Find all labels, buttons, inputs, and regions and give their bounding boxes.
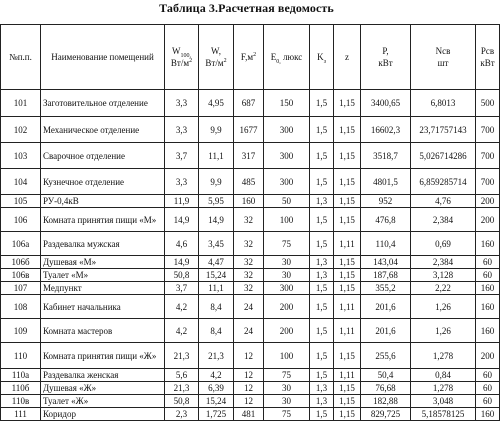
cell-ncv: 3,128 [411, 269, 476, 282]
cell-k: 1,3 [310, 256, 334, 269]
cell-z: 1,15 [334, 195, 361, 208]
cell-ncv: 0,84 [411, 369, 476, 382]
cell-f: 160 [234, 195, 264, 208]
cell-w100: 2,3 [165, 408, 199, 421]
table-row [1, 282, 500, 295]
cell-w100: 4,2 [165, 319, 199, 343]
cell-k: 1,5 [310, 143, 334, 169]
cell-w100: 50,8 [165, 269, 199, 282]
cell-w: 6,39 [199, 382, 234, 395]
cell-w100: 21,3 [165, 382, 199, 395]
cell-f: 12 [234, 369, 264, 382]
cell-ncv: 2,384 [411, 208, 476, 232]
table-row [1, 382, 500, 395]
table-row [1, 169, 500, 195]
cell-pcv: 700 [476, 117, 500, 143]
cell-z: 1,11 [334, 232, 361, 256]
cell-z: 1,11 [334, 295, 361, 319]
table-row [1, 319, 500, 343]
cell-f: 485 [234, 169, 264, 195]
cell-z: 1,15 [334, 256, 361, 269]
cell-p: 829,725 [361, 408, 411, 421]
cell-f: 24 [234, 295, 264, 319]
cell-name: РУ-0,4кВ [41, 195, 165, 208]
cell-num: 106а [1, 232, 41, 256]
cell-num: 102 [1, 117, 41, 143]
table-row [1, 232, 500, 256]
cell-f: 12 [234, 343, 264, 369]
cell-name: Комната принятия пищи «М» [41, 208, 165, 232]
cell-w: 14,9 [199, 208, 234, 232]
cell-z: 1,15 [334, 143, 361, 169]
table-row [1, 408, 500, 421]
cell-k: 1,3 [310, 195, 334, 208]
cell-pcv: 500 [476, 90, 500, 117]
cell-name: Медпункт [41, 282, 165, 295]
cell-z: 1,15 [334, 208, 361, 232]
cell-z: 1,15 [334, 408, 361, 421]
cell-p: 50,4 [361, 369, 411, 382]
document-title: Таблица 3.Расчетная ведомость [159, 1, 334, 15]
cell-e: 30 [264, 269, 310, 282]
cell-w: 4,95 [199, 90, 234, 117]
header-p: P, кВт [361, 25, 411, 90]
cell-e: 50 [264, 195, 310, 208]
cell-w: 5,95 [199, 195, 234, 208]
cell-ncv: 1,26 [411, 295, 476, 319]
cell-pcv: 160 [476, 232, 500, 256]
header-w100: $W_{100,}$ $Вт/м^2$ [165, 25, 199, 90]
cell-w100: 3,3 [165, 169, 199, 195]
table-row [1, 269, 500, 282]
cell-k: 1,5 [310, 169, 334, 195]
cell-p: 3518,7 [361, 143, 411, 169]
cell-k: 1,3 [310, 395, 334, 408]
cell-k: 1,5 [310, 117, 334, 143]
cell-pcv: 60 [476, 269, 500, 282]
cell-f: 687 [234, 90, 264, 117]
cell-z: 1,15 [334, 117, 361, 143]
cell-pcv: 200 [476, 208, 500, 232]
cell-name: Душевая «М» [41, 256, 165, 269]
cell-k: 1,5 [310, 295, 334, 319]
cell-p: 952 [361, 195, 411, 208]
cell-z: 1,15 [334, 382, 361, 395]
cell-num: 106б [1, 256, 41, 269]
cell-name: Кузнечное отделение [41, 169, 165, 195]
cell-pcv: 200 [476, 195, 500, 208]
cell-p: 76,68 [361, 382, 411, 395]
cell-k: 1,3 [310, 382, 334, 395]
cell-f: 32 [234, 232, 264, 256]
cell-p: 201,6 [361, 295, 411, 319]
header-pcv: Pсв кВт [476, 25, 500, 90]
cell-e: 300 [264, 282, 310, 295]
cell-w100: 14,9 [165, 208, 199, 232]
cell-ncv: 3,048 [411, 395, 476, 408]
cell-p: 255,6 [361, 343, 411, 369]
cell-w100: 3,3 [165, 90, 199, 117]
cell-num: 110а [1, 369, 41, 382]
cell-num: 110б [1, 382, 41, 395]
cell-e: 75 [264, 369, 310, 382]
cell-k: 1,5 [310, 282, 334, 295]
cell-ncv: 2,22 [411, 282, 476, 295]
cell-e: 300 [264, 143, 310, 169]
cell-w: 8,4 [199, 295, 234, 319]
cell-e: 75 [264, 408, 310, 421]
cell-pcv: 700 [476, 169, 500, 195]
calculation-table [0, 24, 500, 421]
cell-name: Коридор [41, 408, 165, 421]
cell-f: 32 [234, 269, 264, 282]
cell-pcv: 160 [476, 319, 500, 343]
header-name: Наименование помещений [41, 25, 165, 90]
cell-k: 1,5 [310, 343, 334, 369]
cell-e: 30 [264, 395, 310, 408]
cell-f: 24 [234, 319, 264, 343]
cell-p: 201,6 [361, 319, 411, 343]
cell-w: 15,24 [199, 269, 234, 282]
cell-num: 101 [1, 90, 41, 117]
cell-ncv: 2,384 [411, 256, 476, 269]
cell-e: 150 [264, 90, 310, 117]
cell-ncv: 6,8013 [411, 90, 476, 117]
cell-k: 1,5 [310, 319, 334, 343]
cell-name: Душевая «Ж» [41, 382, 165, 395]
table-row [1, 395, 500, 408]
cell-e: 200 [264, 319, 310, 343]
cell-num: 110 [1, 343, 41, 369]
cell-num: 104 [1, 169, 41, 195]
cell-w100: 4,2 [165, 295, 199, 319]
cell-e: 100 [264, 208, 310, 232]
table-row [1, 256, 500, 269]
cell-ncv: 5,026714286 [411, 143, 476, 169]
cell-name: Раздевалка мужская [41, 232, 165, 256]
header-ncv: Nсв шт [411, 25, 476, 90]
cell-name: Туалет «Ж» [41, 395, 165, 408]
cell-name: Кабинет начальника [41, 295, 165, 319]
table-row [1, 343, 500, 369]
cell-pcv: 700 [476, 143, 500, 169]
cell-p: 110,4 [361, 232, 411, 256]
cell-w: 15,24 [199, 395, 234, 408]
cell-w: 11,1 [199, 143, 234, 169]
cell-name: Раздевалка женская [41, 369, 165, 382]
cell-pcv: 60 [476, 256, 500, 269]
cell-w: 4,2 [199, 369, 234, 382]
header-k: $K_з$ [310, 25, 334, 90]
cell-z: 1,15 [334, 343, 361, 369]
cell-w100: 5,6 [165, 369, 199, 382]
cell-f: 32 [234, 208, 264, 232]
cell-ncv: 1,278 [411, 343, 476, 369]
cell-k: 1,5 [310, 408, 334, 421]
cell-num: 109 [1, 319, 41, 343]
cell-num: 106 [1, 208, 41, 232]
header-num: №п.п. [1, 25, 41, 90]
cell-name: Комната мастеров [41, 319, 165, 343]
cell-p: 182,88 [361, 395, 411, 408]
cell-f: 481 [234, 408, 264, 421]
cell-pcv: 160 [476, 282, 500, 295]
header-z: z [334, 25, 361, 90]
cell-e: 75 [264, 232, 310, 256]
cell-f: 12 [234, 395, 264, 408]
cell-z: 1,15 [334, 282, 361, 295]
cell-e: 300 [264, 169, 310, 195]
cell-num: 106в [1, 269, 41, 282]
table-row [1, 369, 500, 382]
cell-e: 100 [264, 343, 310, 369]
cell-z: 1,15 [334, 395, 361, 408]
cell-w: 3,45 [199, 232, 234, 256]
cell-pcv: 60 [476, 382, 500, 395]
cell-w100: 11,9 [165, 195, 199, 208]
cell-f: 32 [234, 282, 264, 295]
cell-w100: 14,9 [165, 256, 199, 269]
cell-w: 9,9 [199, 169, 234, 195]
cell-ncv: 1,278 [411, 382, 476, 395]
cell-num: 110в [1, 395, 41, 408]
table-row [1, 90, 500, 117]
cell-z: 1,15 [334, 169, 361, 195]
cell-p: 143,04 [361, 256, 411, 269]
cell-pcv: 200 [476, 343, 500, 369]
cell-w: 11,1 [199, 282, 234, 295]
cell-z: 1,15 [334, 269, 361, 282]
cell-w100: 4,6 [165, 232, 199, 256]
cell-pcv: 160 [476, 295, 500, 319]
cell-w: 9,9 [199, 117, 234, 143]
cell-pcv: 60 [476, 369, 500, 382]
table-row [1, 143, 500, 169]
cell-p: 4801,5 [361, 169, 411, 195]
table-header-row [1, 25, 500, 90]
cell-pcv: 60 [476, 395, 500, 408]
cell-e: 200 [264, 295, 310, 319]
cell-ncv: 4,76 [411, 195, 476, 208]
cell-ncv: 1,26 [411, 319, 476, 343]
cell-w100: 21,3 [165, 343, 199, 369]
cell-w: 8,4 [199, 319, 234, 343]
header-e: $E_{0,}$ люкс [264, 25, 310, 90]
table-row [1, 295, 500, 319]
cell-name: Сварочное отделение [41, 143, 165, 169]
cell-w100: 3,7 [165, 143, 199, 169]
cell-f: 12 [234, 382, 264, 395]
cell-e: 300 [264, 117, 310, 143]
cell-num: 103 [1, 143, 41, 169]
cell-z: 1,11 [334, 319, 361, 343]
cell-k: 1,5 [310, 369, 334, 382]
cell-k: 1,5 [310, 90, 334, 117]
cell-w100: 50,8 [165, 395, 199, 408]
cell-p: 16602,3 [361, 117, 411, 143]
cell-w: 1,725 [199, 408, 234, 421]
cell-z: 1,15 [334, 90, 361, 117]
cell-k: 1,3 [310, 269, 334, 282]
cell-name: Туалет «М» [41, 269, 165, 282]
table-row [1, 195, 500, 208]
cell-p: 476,8 [361, 208, 411, 232]
cell-w: 4,47 [199, 256, 234, 269]
cell-p: 355,2 [361, 282, 411, 295]
cell-f: 317 [234, 143, 264, 169]
cell-e: 30 [264, 382, 310, 395]
cell-ncv: 6,859285714 [411, 169, 476, 195]
cell-k: 1,5 [310, 232, 334, 256]
cell-num: 105 [1, 195, 41, 208]
cell-f: 1677 [234, 117, 264, 143]
cell-p: 3400,65 [361, 90, 411, 117]
cell-num: 111 [1, 408, 41, 421]
header-f: $F,м^2$ [234, 25, 264, 90]
cell-w: 21,3 [199, 343, 234, 369]
table-row [1, 208, 500, 232]
cell-name: Заготовительное отделение [41, 90, 165, 117]
cell-pcv: 160 [476, 408, 500, 421]
cell-k: 1,5 [310, 208, 334, 232]
cell-num: 108 [1, 295, 41, 319]
cell-p: 187,68 [361, 269, 411, 282]
cell-w100: 3,7 [165, 282, 199, 295]
header-w: W, $Вт/м^2$ [199, 25, 234, 90]
cell-ncv: 0,69 [411, 232, 476, 256]
cell-name: Комната принятия пищи «Ж» [41, 343, 165, 369]
cell-num: 107 [1, 282, 41, 295]
cell-f: 32 [234, 256, 264, 269]
table-row [1, 117, 500, 143]
cell-z: 1,11 [334, 369, 361, 382]
cell-e: 30 [264, 256, 310, 269]
cell-ncv: 5,18578125 [411, 408, 476, 421]
cell-w100: 3,3 [165, 117, 199, 143]
cell-ncv: 23,71757143 [411, 117, 476, 143]
cell-name: Механическое отделение [41, 117, 165, 143]
